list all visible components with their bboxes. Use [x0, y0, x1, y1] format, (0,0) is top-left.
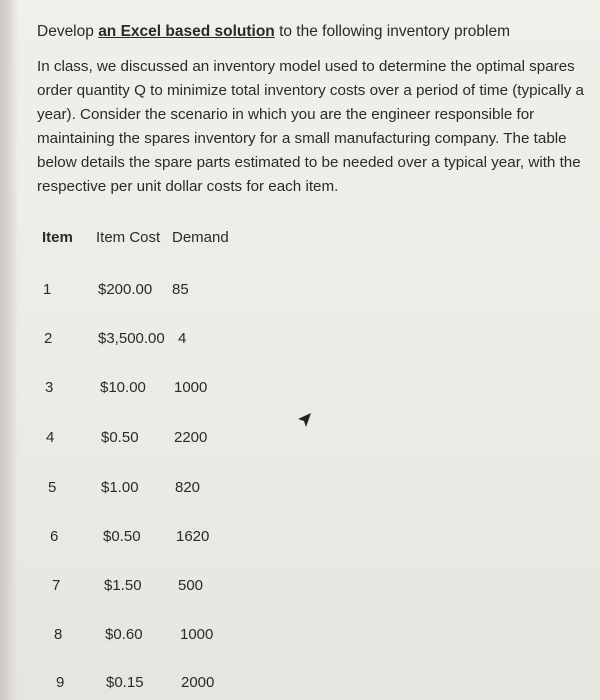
row-demand: 1000 — [180, 626, 214, 643]
row-item-number: 7 — [52, 577, 61, 594]
row-demand: 820 — [175, 479, 201, 496]
row-demand: 1000 — [174, 379, 208, 396]
row-demand: 500 — [178, 577, 204, 594]
heading-emphasis: an Excel based solution — [98, 23, 275, 40]
header-demand: Demand — [172, 229, 229, 246]
row-item-number: 1 — [43, 281, 52, 298]
row-demand: 85 — [172, 281, 189, 298]
row-item-cost: $200.00 — [98, 281, 153, 298]
row-item-number: 6 — [50, 528, 59, 545]
row-item-number: 9 — [56, 674, 65, 691]
row-item-number: 2 — [44, 330, 53, 347]
row-item-cost: $3,500.00 — [98, 330, 165, 347]
row-item-number: 5 — [48, 479, 57, 496]
row-item-number: 8 — [54, 626, 63, 643]
page-edge-shadow — [0, 0, 18, 700]
row-item-cost: $0.50 — [101, 429, 139, 446]
row-item-cost: $1.00 — [101, 479, 139, 496]
row-item-cost: $10.00 — [100, 379, 146, 396]
row-item-cost: $0.15 — [106, 674, 144, 691]
row-item-cost: $1.50 — [104, 577, 142, 594]
row-item-cost: $0.60 — [105, 626, 143, 643]
mouse-pointer-icon — [296, 412, 312, 428]
row-demand: 4 — [178, 330, 187, 347]
problem-description: In class, we discussed an inventory model used to determine the optimal spares order quantity Q to minimize total inventory costs over a period of time (typically a year). Consider the scenario in which you are the engineer responsible for maintaining the spares inventory for a small manufacturing company. The table below details the spare parts estimated to be needed over a typical year, with the respective per unit dollar costs for each item. — [37, 58, 584, 195]
row-item-number: 4 — [46, 429, 55, 446]
header-item: Item — [42, 229, 73, 246]
problem-heading — [37, 22, 510, 42]
row-demand: 2000 — [181, 674, 215, 691]
row-demand: 2200 — [174, 429, 208, 446]
row-item-cost: $0.50 — [103, 528, 141, 545]
row-item-number: 3 — [45, 379, 54, 396]
row-demand: 1620 — [176, 528, 210, 545]
heading-suffix: to the following inventory problem — [274, 23, 510, 40]
header-item-cost: Item Cost — [96, 229, 161, 246]
heading-prefix: Develop — [37, 23, 99, 40]
